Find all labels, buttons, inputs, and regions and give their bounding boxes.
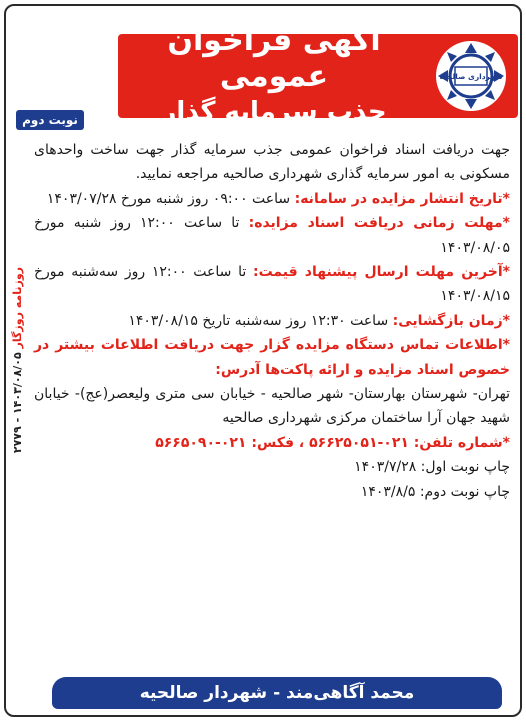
notice-frame (4, 4, 522, 717)
opening-time-item (34, 309, 510, 333)
notice-title-line2: جذب سرمایه گذار (161, 97, 387, 127)
notice-body (34, 138, 510, 504)
second-print-date: چاپ نوبت دوم: ۱۴۰۳/۸/۵ (360, 483, 510, 500)
offer-deadline-item (34, 260, 510, 309)
notice-title-line1: آگهی فراخوان عمومی (167, 23, 381, 94)
docs-deadline-item (34, 211, 510, 260)
docs-deadline-label: *مهلت زمانی دریافت اسناد مزایده: (248, 215, 510, 232)
phone-fax-line: *شماره تلفن: ۰۲۱-۵۶۶۲۵۰۵۱ ، فکس: ۰۲۱-۵۶۶۵۰۹۰ (155, 434, 510, 451)
municipality-emblem-icon (432, 38, 510, 114)
publish-date-item (34, 187, 510, 211)
newspaper-issue: ۱۴۰۳/۰۸/۰۵ - ۲۷۷۹ (10, 352, 24, 454)
notice-title (126, 23, 422, 127)
publish-date-label: *تاریخ انتشار مزایده در سامانه: (294, 190, 510, 207)
opening-time-value: ساعت ۱۲:۳۰ روز سه‌شنبه تاریخ ۱۴۰۳/۰۸/۱۵ (128, 312, 389, 329)
sidebar-caption (11, 267, 24, 453)
docs-deadline-value: تا ساعت ۱۲:۰۰ روز شنبه مورخ ۱۴۰۳/۰۸/۰۵ (34, 215, 510, 256)
turn-badge: نوبت دوم (16, 110, 84, 130)
opening-time-label: *زمان بازگشایی: (392, 312, 510, 329)
intro-paragraph: جهت دریافت اسناد فراخوان عمومی جذب سرمایه گذار جهت ساخت واحدهای مسکونی به امور سرمایه گذاری شهرداری صالحیه مراجعه نمایید. (34, 142, 510, 183)
offer-deadline-value: تا ساعت ۱۲:۰۰ روز سه‌شنبه مورخ ۱۴۰۳/۰۸/۱۵ (34, 264, 510, 305)
emblem-graphic (433, 39, 509, 113)
first-print-date: چاپ نوبت اول: ۱۴۰۳/۷/۲۸ (354, 459, 510, 476)
mayor-signature-bar: محمد آگاهی‌مند - شهردار صالحیه (52, 677, 502, 709)
offer-deadline-label: *آخرین مهلت ارسال پیشنهاد قیمت: (252, 264, 510, 281)
address-text: تهران- شهرستان بهارستان- شهر صالحیه - خیابان سی متری ولیعصر(عج)- خیابان شهید جهان آرا ساختمان مرکزی شهرداری صالحیه (34, 386, 510, 427)
contact-info-label: *اطلاعات تماس دستگاه مزایده گزار جهت دریافت اطلاعات بیشتر در خصوص اسناد مزایده و ارائه پاکت‌ها آدرس: (34, 337, 510, 378)
notice-header (118, 23, 518, 127)
publish-date-value: ساعت ۰۹:۰۰ روز شنبه مورخ ۱۴۰۳/۰۷/۲۸ (46, 190, 291, 207)
emblem-text: شهرداری صالحیه (439, 72, 503, 81)
newspaper-brand: روزنامه روزگار (10, 267, 24, 349)
